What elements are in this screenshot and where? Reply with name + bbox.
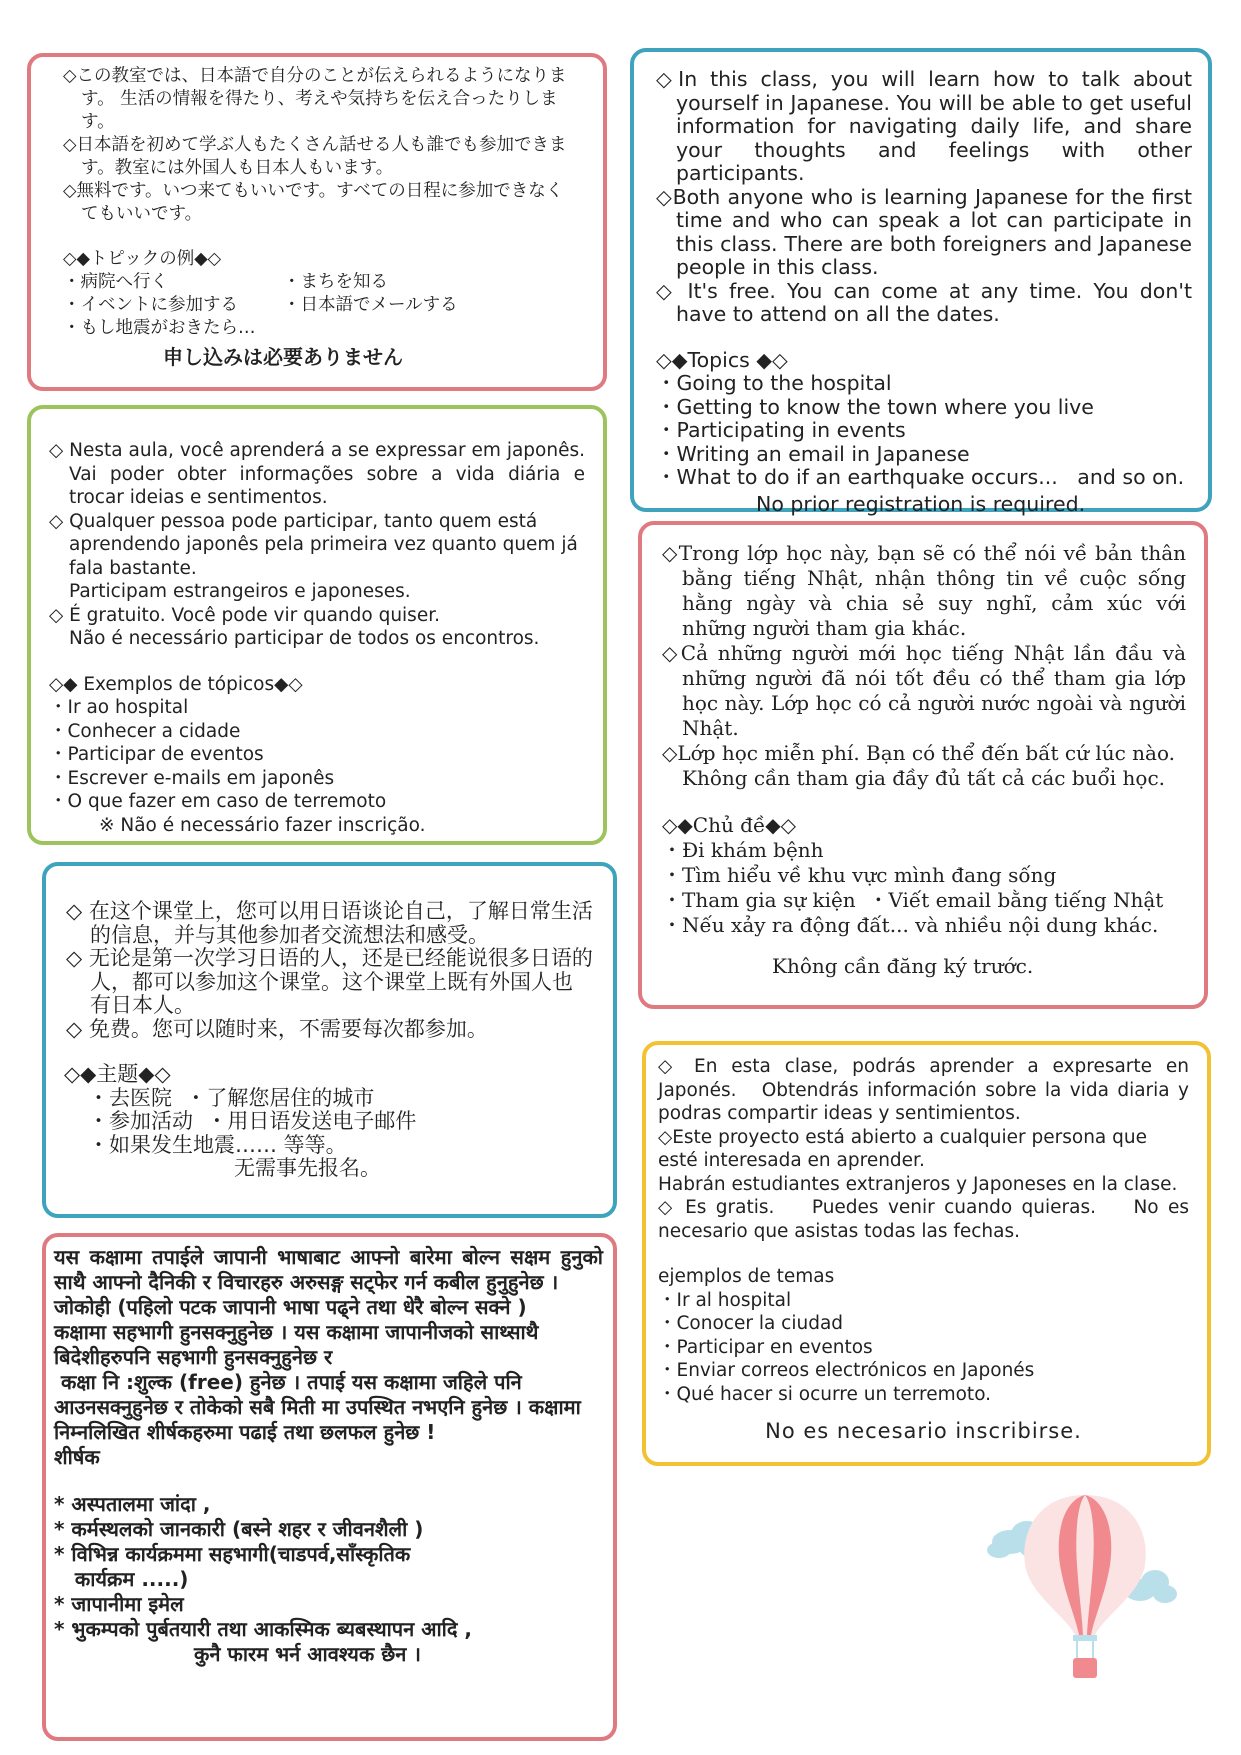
list-item: ・Nếu xảy ra động đất... và nhiều nội dung khác. — [662, 913, 1159, 937]
list-item — [283, 317, 571, 340]
list-item: ・Tham gia sự kiện ・Viết email bằng tiếng Nhật — [662, 888, 1164, 912]
list-item: ・もし地震がおきたら… — [63, 318, 256, 338]
en-registration-note: No prior registration is required. — [756, 491, 1086, 516]
chinese-info-box — [42, 862, 617, 1218]
ne-paragraph: जोकोही (पहिलो पटक जापानी भाषा पढ्ने तथा धेरै बोल्न सक्ने ) कक्षामा सहभागी हुनसक्नुहुनेछ । यस कक्षामा जापानीजको साथ्साथै बिदेशीहरुपनि सहभागी हुनसक्नुहुनेछ र कक्षा नि :शुल्क (free) हुनेछ । तपाई यस कक्षामा जहिले पनि आउनसक्नुहुनेछ र तोकेको सबै मिती मा उपस्थित नभएनि हुनेछ । कक्षामा निम्नलिखित शीर्षकहरुमा पढाई तथा छलफल हुनेछ ! शीर्षक — [54, 1295, 581, 1469]
list-item: ・Conocer la ciudad — [658, 1313, 844, 1334]
list-item: ・Ir al hospital — [658, 1289, 792, 1311]
list-item: ・Participating in events — [656, 418, 906, 442]
ja-paragraph: ◇この教室では、日本語で自分のことが伝えられるようになります。 生活の情報を得たり、考えや気持ちを伝え合ったりします。 — [63, 66, 567, 132]
ja-paragraph: ◇無料です。いつ来てもいいです。すべての日程に参加できなくてもいいです。 — [63, 181, 564, 224]
spanish-info-box — [642, 1041, 1211, 1466]
vi-registration-note: Không cần đăng ký trước. — [772, 954, 1034, 978]
en-topics-heading: ◇◆Topics ◆◇ — [656, 347, 788, 372]
list-item: * अस्पतालमा जांदा , — [54, 1492, 211, 1516]
list-item: ・Going to the hospital — [656, 371, 892, 395]
zh-paragraph: ◇ 免费。您可以随时来，不需要每次都参加。 — [66, 1016, 488, 1041]
list-item: * जापानीमा इमेल — [54, 1592, 184, 1616]
list-item: ・Qué hacer si ocurre un terremoto. — [658, 1383, 992, 1405]
en-paragraph: ◇ It's free. You can come at any time. You don't have to attend on all the dates. — [656, 278, 1199, 326]
zh-paragraph: ◇ 无论是第一次学习日语的人，还是已经能说很多日语的人，都可以参加这个课堂。这个课堂上既有外国人也有日本人。 — [66, 946, 593, 1017]
list-item: ・Participar de eventos — [49, 744, 264, 765]
ja-topic-list — [63, 271, 571, 340]
ja-paragraph: ◇日本語を初めて学ぶ人もたくさん話せる人も誰でも参加できます。教室には外国人も日本人もいます。 — [63, 135, 567, 178]
zh-paragraph: ◇ 在这个课堂上，您可以用日语谈论自己，了解日常生活的信息，并与其他参加者交流想法和感受。 — [66, 899, 593, 947]
vi-paragraph: ◇Cả những người mới học tiếng Nhật lần đầu và những người đã nói tốt đều có thể tham gia lớp học này. Lớp học có cả người nước ngoài và người Nhật. — [662, 641, 1193, 740]
ne-paragraph: यस कक्षामा तपाईले जापानी भाषाबाट आफ्नो बारेमा बोल्न सक्षम हुनुको साथै आफ्नो दैनिकी र विचारहरु अरुसङ्ग सट्फेर गर्न कबील हुनुहुनेछ । — [54, 1245, 610, 1294]
list-item: ・Enviar correos electrónicos en Japonés — [658, 1360, 1035, 1381]
list-item: ・病院へ行く — [63, 272, 168, 292]
list-item: ・日本語でメールする — [283, 295, 458, 315]
zh-registration-note: 无需事先报名。 — [234, 1156, 381, 1180]
es-topics-heading: ejemplos de temas — [658, 1266, 835, 1287]
es-registration-note: No es necesario inscribirse. — [765, 1419, 1082, 1443]
list-item: ・Tìm hiểu về khu vực mình đang sống — [662, 863, 1057, 887]
list-item: ・Writing an email in Japanese — [656, 441, 970, 466]
list-item: ・O que fazer em caso de terremoto — [49, 791, 387, 812]
portuguese-info-box — [27, 405, 607, 845]
pt-topics-heading: ◇◆ Exemplos de tópicos◆◇ — [49, 673, 303, 695]
english-info-box — [630, 48, 1212, 516]
list-item: ・参加活动 ・用日语发送电子邮件 — [88, 1109, 417, 1133]
list-item: ・去医院 ・了解您居住的城市 — [88, 1085, 375, 1110]
list-item: ・What to do if an earthquake occurs... and so on. — [656, 465, 1185, 489]
nepali-info-box — [42, 1233, 617, 1741]
list-item: ・Đi khám bệnh — [662, 838, 824, 862]
es-paragraph: ◇ Es gratis. Puedes venir cuando quieras. No es necesario que asistas todas las fechas. — [658, 1197, 1195, 1242]
ja-topics-heading: ◇◆トピックの例◆◇ — [63, 249, 222, 269]
vietnamese-info-box — [638, 521, 1208, 1009]
pt-paragraph: ◇ Qualquer pessoa pode participar, tanto quem está aprendendo japonês pela primeira vez quanto quem já fala bastante. Participam estrangeiros e japoneses. — [49, 510, 578, 602]
list-item: ・まちを知る — [283, 272, 388, 292]
list-item: * कर्मस्थलको जानकारी (बस्ने शहर र जीवनशैली ) — [54, 1517, 424, 1541]
list-item: ・イベントに参加する — [63, 295, 238, 315]
en-paragraph: ◇Both anyone who is learning Japanese for the first time and who can speak a lot can participate in this class. There are both foreigners and Japanese people in this class. — [656, 184, 1199, 279]
list-item: ・Conhecer a cidade — [49, 720, 241, 742]
list-item: ・Participar en eventos — [658, 1336, 873, 1358]
japanese-info-box — [27, 53, 607, 391]
zh-topics-heading: ◇◆主题◆◇ — [64, 1062, 171, 1086]
vi-topics-heading: ◇◆Chủ đề◆◇ — [662, 813, 797, 837]
list-item: * भुकम्पको पुर्बतयारी तथा आकस्मिक ब्यबस्थापन आदि , — [54, 1617, 473, 1641]
es-paragraph: ◇ En esta clase, podrás aprender a expresarte en Japonés. Obtendrás información sobre la vida diaria y podras compartir ideas y sentimientos. — [658, 1056, 1195, 1124]
list-item: * विभिन्न कार्यक्रममा सहभागी(चाडपर्व,साँस्कृतिक कार्यक्रम .....) — [54, 1542, 411, 1591]
ja-registration-note: 申し込みは必要ありません — [163, 345, 403, 369]
vi-paragraph: ◇Trong lớp học này, bạn sẽ có thể nói về bản thân bằng tiếng Nhật, nhận thông tin về cuộc sống hằng ngày và chia sẻ suy nghĩ, cảm xúc với những người tham gia khác. — [662, 541, 1193, 640]
list-item: ・Escrever e-mails em japonês — [49, 767, 335, 789]
list-item: ・如果发生地震…… 等等。 — [88, 1132, 347, 1157]
es-paragraph: ◇Este proyecto está abierto a cualquier persona que esté interesada en aprender. Habrán estudiantes extranjeros y Japoneses en la clase. — [658, 1126, 1178, 1195]
list-item: ・Ir ao hospital — [49, 697, 189, 718]
pt-paragraph: ◇ É gratuito. Você pode vir quando quiser. Não é necessário participar de todos os encontros. — [49, 604, 540, 649]
pt-registration-note: ※ Não é necessário fazer inscrição. — [99, 814, 426, 836]
en-paragraph: ◇In this class, you will learn how to talk about yourself in Japanese. You will be able to get useful information for navigating daily life, and share your thoughts and feelings with other participants. — [656, 67, 1199, 185]
ne-registration-note: कुनै फारम भर्न आवश्यक छैन । — [194, 1642, 421, 1666]
hot-air-balloon-icon — [985, 1490, 1185, 1690]
list-item: ・Getting to know the town where you live — [656, 394, 1094, 419]
pt-paragraph: ◇ Nesta aula, você aprenderá a se expressar em japonês. Vai poder obter informações sobre a vida diária e trocar ideias e sentimentos. — [49, 440, 591, 508]
vi-paragraph: ◇Lớp học miễn phí. Bạn có thể đến bất cứ lúc nào. Không cần tham gia đầy đủ tất cả các buổi học. — [662, 741, 1182, 790]
